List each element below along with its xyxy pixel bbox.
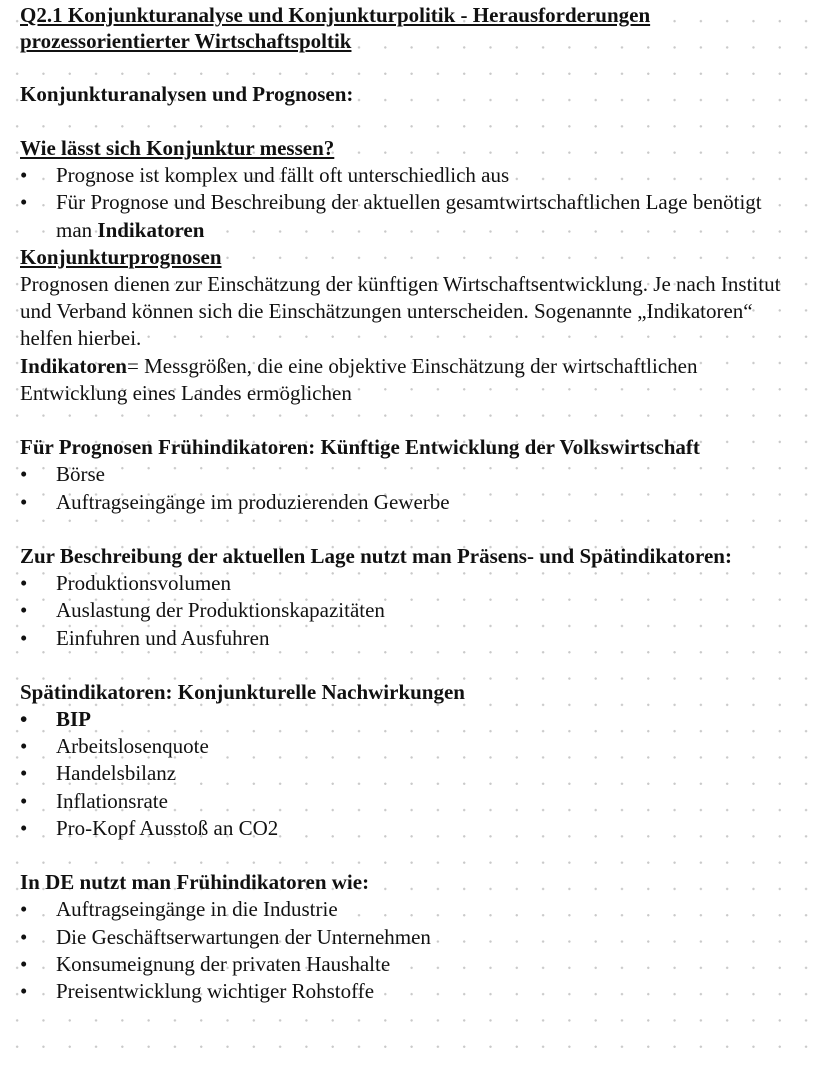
spacer bbox=[20, 842, 792, 869]
de-list bbox=[20, 896, 792, 1005]
section-heading-de: In DE nutzt man Frühindikatoren wie: bbox=[20, 870, 370, 895]
section-heading-late: Spätindikatoren: Konjunkturelle Nachwirkungen bbox=[20, 679, 465, 704]
section-heading-measure: Wie lässt sich Konjunktur messen? bbox=[20, 136, 335, 160]
forecasts-paragraph: Prognosen dienen zur Einschätzung der künftigen Wirtschaftsentwicklung. Je nach Institut und Verband können sich die Einschätzungen unterscheiden. Sogenannte „Indikatoren“ helfen hierbei. bbox=[20, 271, 781, 351]
spacer bbox=[20, 108, 792, 135]
list-item: • Pro-Kopf Ausstoß an CO2 bbox=[20, 815, 792, 842]
list-item: • Preisentwicklung wichtiger Rohstoffe bbox=[20, 978, 792, 1005]
list-item: • Einfuhren und Ausfuhren bbox=[20, 625, 792, 652]
late-list bbox=[20, 706, 792, 842]
list-item: • Handelsbilanz bbox=[20, 760, 792, 787]
indikatoren-term: Indikatoren bbox=[97, 217, 205, 242]
spacer bbox=[20, 516, 792, 543]
list-item: • Auftragseingänge im produzierenden Gewerbe bbox=[20, 489, 792, 516]
section-heading-present: Zur Beschreibung der aktuellen Lage nutzt man Präsens- und Spätindikatoren: bbox=[20, 543, 732, 568]
list-item: • Auftragseingänge in die Industrie bbox=[20, 896, 792, 923]
early-list bbox=[20, 461, 792, 516]
spacer bbox=[20, 652, 792, 679]
measure-list bbox=[20, 162, 792, 244]
list-item: • BIP bbox=[20, 706, 792, 733]
list-item: • Arbeitslosenquote bbox=[20, 733, 792, 760]
list-item: • Auslastung der Produktionskapazitäten bbox=[20, 597, 792, 624]
list-item bbox=[20, 189, 792, 244]
list-item: • Inflationsrate bbox=[20, 788, 792, 815]
spacer bbox=[20, 54, 792, 81]
list-item: • Die Geschäftserwartungen der Unternehmen bbox=[20, 924, 792, 951]
page-title: Q2.1 Konjunkturanalyse und Konjunkturpolitik - Herausforderungen prozessorientierter Wirtschaftspoltik bbox=[20, 3, 651, 53]
list-item: • Börse bbox=[20, 461, 792, 488]
definition-text: = Messgrößen, die eine objektive Einschätzung der wirtschaftlichen Entwicklung eines Landes ermöglichen bbox=[20, 353, 698, 406]
definition-term: Indikatoren bbox=[20, 353, 127, 378]
spacer bbox=[20, 407, 792, 434]
list-item: • Konsumeignung der privaten Haushalte bbox=[20, 951, 792, 978]
list-item: • Prognose ist komplex und fällt oft unterschiedlich aus bbox=[20, 162, 792, 189]
section-heading-analysis: Konjunkturanalysen und Prognosen: bbox=[20, 82, 354, 106]
present-list bbox=[20, 570, 792, 652]
section-heading-forecasts: Konjunkturprognosen bbox=[20, 244, 222, 269]
list-item: • Produktionsvolumen bbox=[20, 570, 792, 597]
list-item-text: Für Prognose und Beschreibung der aktuellen gesamtwirtschaftlichen Lage benötigt man bbox=[56, 190, 762, 242]
definition-paragraph bbox=[20, 353, 792, 408]
section-heading-early: Für Prognosen Frühindikatoren: Künftige Entwicklung der Volkswirtschaft bbox=[20, 435, 700, 460]
